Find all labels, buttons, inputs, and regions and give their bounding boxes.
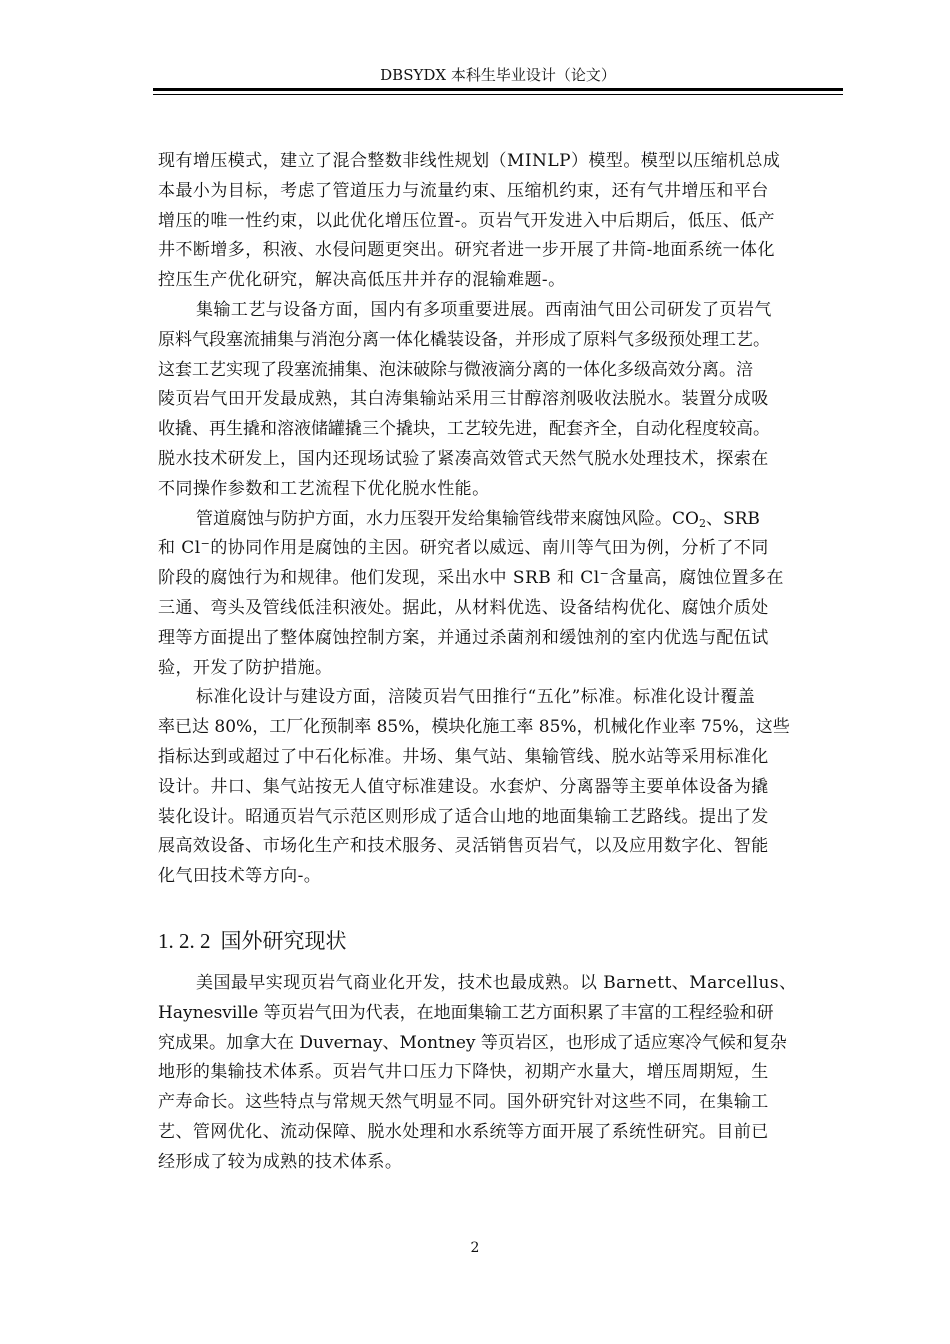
text-line: 理等方面提出了整体腐蚀控制方案，并通过杀菌剂和缓蚀剂的室内优选与配伍试 (158, 627, 769, 648)
text-line: 脱水技术研发上，国内还现场试验了紧凑高效管式天然气脱水处理技术，探索在 (158, 448, 769, 469)
text-line: 验，开发了防护措施。 (158, 657, 333, 678)
body-text (158, 147, 842, 892)
text-line: 设计。井口、集气站按无人值守标准建设。水套炉、分离器等主要单体设备为撬 (158, 776, 769, 797)
text-line: 装化设计。昭通页岩气示范区则形成了适合山地的地面集输工艺路线。提出了发 (158, 806, 769, 827)
text-line: 原料气段塞流捕集与消泡分离一体化橇装设备，并形成了原料气多级预处理工艺。 (158, 329, 770, 350)
text-line: 化气田技术等方向-。 (158, 866, 322, 887)
text-line: 不同操作参数和工艺流程下优化脱水性能。 (158, 478, 490, 499)
text-line: 增压的唯一性约束，以此优化增压位置-。页岩气开发进入中后期后，低压、低产 (158, 210, 775, 231)
text-line: 陵页岩气田开发最成熟，其白涛集输站采用三甘醇溶剂吸收法脱水。装置分成吸 (158, 389, 769, 410)
text-line: 指标达到或超过了中石化标准。井场、集气站、集输管线、脱水站等采用标准化 (158, 746, 769, 767)
text-line (158, 564, 842, 594)
text-line (158, 505, 842, 535)
text-line: 集输工艺与设备方面，国内有多项重要进展。西南油气田公司研发了页岩气 (196, 299, 772, 320)
text-span: 和 Cl (158, 538, 201, 559)
text-line: 三通、弯头及管线低洼积液处。据此，从材料优选、设备结构优化、腐蚀介质处 (158, 597, 769, 618)
text-line: 产寿命长。这些特点与常规天然气明显不同。国外研究针对这些不同，在集输工 (158, 1092, 769, 1113)
body-text-2 (158, 969, 842, 1178)
text-line: 展高效设备、市场化生产和技术服务、灵活销售页岩气，以及应用数字化、智能 (158, 836, 769, 857)
superscript: − (200, 537, 211, 551)
text-line: 究成果。加拿大在 Duvernay、Montney 等页岩区，也形成了适应寒冷气候和复杂 (158, 1032, 787, 1053)
text-line: 这套工艺实现了段塞流捕集、泡沫破除与微液滴分离的一体化多级高效分离。涪 (158, 359, 753, 380)
text-line: 井不断增多，积液、水侵问题更突出。研究者进一步开展了井筒-地面系统一体化 (158, 240, 775, 261)
section-heading (158, 927, 347, 955)
section-title: 国外研究现状 (220, 929, 347, 953)
running-header: DBSYDX 本科生毕业设计（论文） (380, 66, 616, 84)
subscript: 2 (698, 516, 706, 530)
text-line: 本最小为目标，考虑了管道压力与流量约束、压缩机约束，还有气井增压和平台 (158, 180, 769, 201)
text-span: 阶段的腐蚀行为和规律。他们发现，采出水中 SRB 和 Cl (158, 568, 600, 589)
text-line: Haynesville 等页岩气田为代表，在地面集输工艺方面积累了丰富的工程经验和研 (158, 1002, 774, 1023)
text-line (158, 534, 842, 564)
text-line: 经形成了较为成熟的技术体系。 (158, 1151, 403, 1172)
text-line: 控压生产优化研究，解决高低压井并存的混输难题-。 (158, 270, 566, 291)
text-line: 现有增压模式，建立了混合整数非线性规划（MINLP）模型。模型以压缩机总成 (158, 151, 781, 171)
text-span: 管道腐蚀与防护方面，水力压裂开发给集输管线带来腐蚀风险。CO (196, 508, 699, 529)
text-line: 地形的集输技术体系。页岩气井口压力下降快，初期产水量大，增压周期短，生 (158, 1062, 769, 1083)
page-number: 2 (470, 1240, 480, 1256)
text-line: 艺、管网优化、流动保障、脱水处理和水系统等方面开展了系统性研究。目前已 (158, 1121, 769, 1142)
text-line: 率已达 80%，工厂化预制率 85%，模块化施工率 85%，机械化作业率 75%，这些 (158, 717, 790, 738)
section-number: 1. 2. 2 (158, 929, 211, 953)
text-line: 美国最早实现页岩气商业化开发，技术也最成熟。以 Barnett、Marcellus、 (196, 973, 797, 993)
text-span: 含量高，腐蚀位置多在 (609, 568, 784, 589)
text-span: 、SRB (705, 508, 760, 529)
superscript: − (599, 567, 610, 581)
text-span: 的协同作用是腐蚀的主因。研究者以威远、南川等气田为例，分析了不同 (210, 538, 769, 559)
text-line: 收撬、再生撬和溶液储罐撬三个撬块，工艺较先进，配套齐全，自动化程度较高。 (158, 419, 770, 440)
text-line: 标准化设计与建设方面，涪陵页岩气田推行“五化”标准。标准化设计覆盖 (196, 687, 756, 708)
header-rule-thin (153, 94, 843, 95)
header-rule-thick (153, 88, 843, 91)
